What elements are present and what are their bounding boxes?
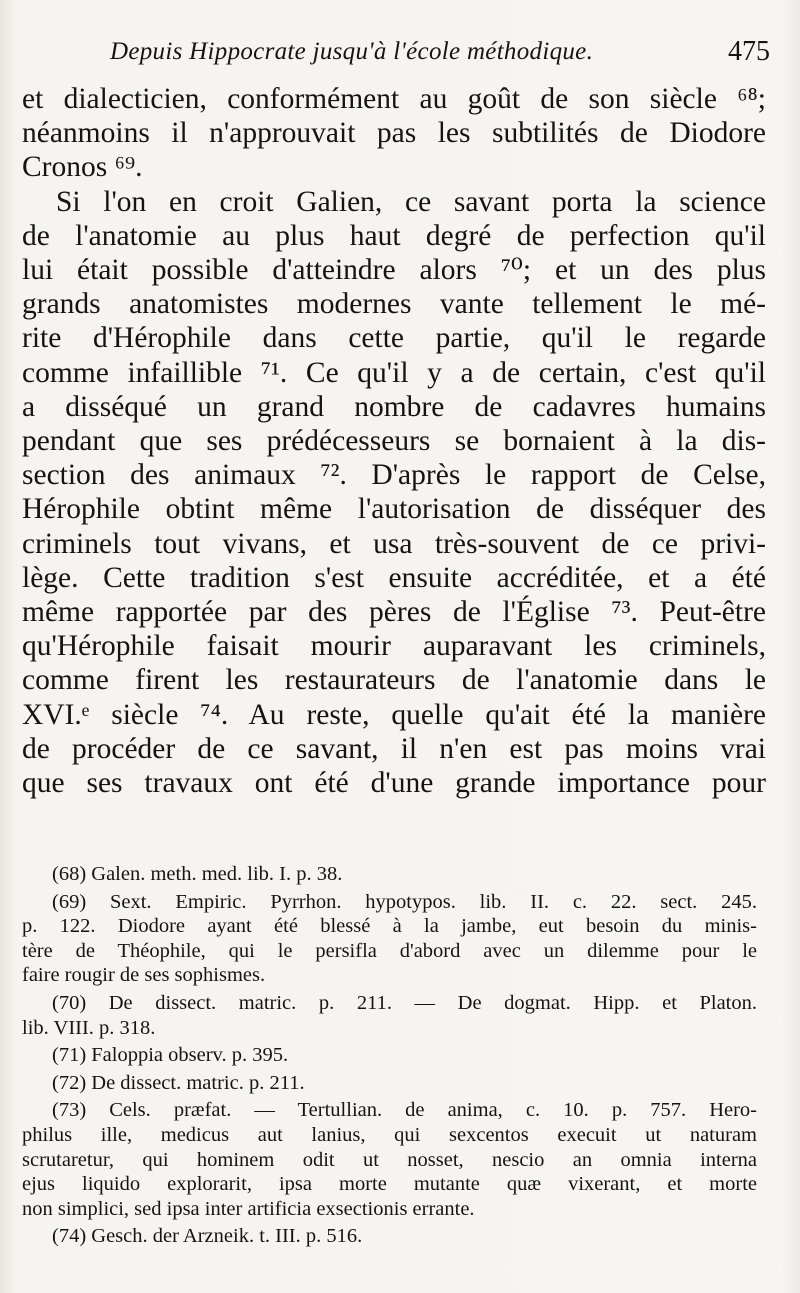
text-line: même rapportée par des pères de l'Église ⁷³. Peut-être — [22, 596, 766, 629]
text-line: de procéder de ce savant, il n'en est pas moins vrai — [22, 732, 766, 765]
text-line: et dialecticien, conformément au goût de son siècle ⁶⁸; — [22, 83, 766, 115]
text-line: Cronos ⁶⁹. — [22, 151, 143, 184]
text-line: XVI.ᵉ siècle ⁷⁴. Au reste, quelle qu'ait été la manière — [22, 698, 766, 731]
text-line: Hérophile obtint même l'autorisation de disséquer des — [22, 493, 766, 526]
footnote-line: faire rougir de ses sophismes. — [22, 964, 266, 987]
footnote — [22, 862, 757, 887]
footnote — [22, 991, 757, 1040]
text-line: grands anatomistes modernes vante tellement le mé- — [22, 288, 766, 321]
text-line: comme infaillible ⁷¹. Ce qu'il y a de certain, c'est qu'il — [22, 356, 766, 389]
text-line: rite d'Hérophile dans cette partie, qu'il le regarde — [22, 322, 766, 355]
text-line: qu'Hérophile faisait mourir auparavant les criminels, — [22, 630, 766, 663]
text-line: section des animaux ⁷². D'après le rapport de Celse, — [22, 459, 766, 492]
footnote-line: (74) Gesch. der Arzneik. t. III. p. 516. — [52, 1225, 363, 1248]
footnote — [22, 890, 757, 988]
text-line: Si l'on en croit Galien, ce savant porta la science — [56, 185, 766, 218]
text-line: de l'anatomie au plus haut degré de perfection qu'il — [22, 219, 766, 252]
text-line: criminels tout vivans, et usa très-souvent de ce privi- — [22, 527, 766, 560]
footnote-line: non simplici, sed ipsa inter artificia exsectionis errante. — [22, 1197, 475, 1220]
footnote-line: scrutaretur, qui hominem odit ut nosset, nescio an omnia interna — [22, 1148, 757, 1171]
page-number: 475 — [728, 36, 770, 67]
footnote-line: (72) De dissect. matric. p. 211. — [52, 1071, 305, 1094]
footnote-line: philus ille, medicus aut lanius, qui sexcentos execuit ut naturam — [22, 1123, 757, 1146]
footnote-line: (68) Galen. meth. med. lib. I. p. 38. — [52, 863, 343, 885]
footnotes — [22, 862, 757, 1249]
footnote — [22, 1043, 757, 1068]
footnote-line: (71) Faloppia observ. p. 395. — [52, 1044, 289, 1067]
footnote — [22, 1224, 757, 1249]
text-line: néanmoins il n'approuvait pas les subtilités de Diodore — [22, 117, 766, 150]
footnote — [22, 1098, 757, 1221]
footnote-line: lib. VIII. p. 318. — [22, 1016, 156, 1039]
footnote-line: ejus liquido explorarit, ipsa morte mutante quæ vixerant, et morte — [22, 1173, 757, 1196]
text-line: lège. Cette tradition s'est ensuite accréditée, et a été — [22, 561, 766, 594]
footnote-line: (69) Sext. Empiric. Pyrrhon. hypotypos. lib. II. c. 22. sect. 245. — [52, 890, 757, 913]
text-line: a disséqué un grand nombre de cadavres humains — [22, 390, 766, 423]
footnote-line: tère de Théophile, qui le persifla d'abord avec un dilemme pour le — [22, 939, 757, 962]
footnote-line: p. 122. Diodore ayant été blessé à la jambe, eut besoin du minis- — [22, 915, 757, 938]
footnote-line: (73) Cels. præfat. — Tertullian. de anima, c. 10. p. 757. Hero- — [52, 1099, 757, 1122]
text-line: comme firent les restaurateurs de l'anatomie dans le — [22, 664, 766, 697]
text-line: lui était possible d'atteindre alors ⁷⁰; et un des plus — [22, 254, 766, 287]
footnote — [22, 1071, 757, 1096]
text-line: que ses travaux ont été d'une grande importance pour — [22, 767, 766, 800]
main-text — [22, 82, 766, 800]
running-title: Depuis Hippocrate jusqu'à l'école méthodique. — [110, 38, 594, 65]
footnote-line: (70) De dissect. matric. p. 211. — De dogmat. Hipp. et Platon. — [52, 991, 757, 1014]
page-header — [110, 38, 770, 78]
text-line: pendant que ses prédécesseurs se bornaient à la dis- — [22, 425, 766, 458]
